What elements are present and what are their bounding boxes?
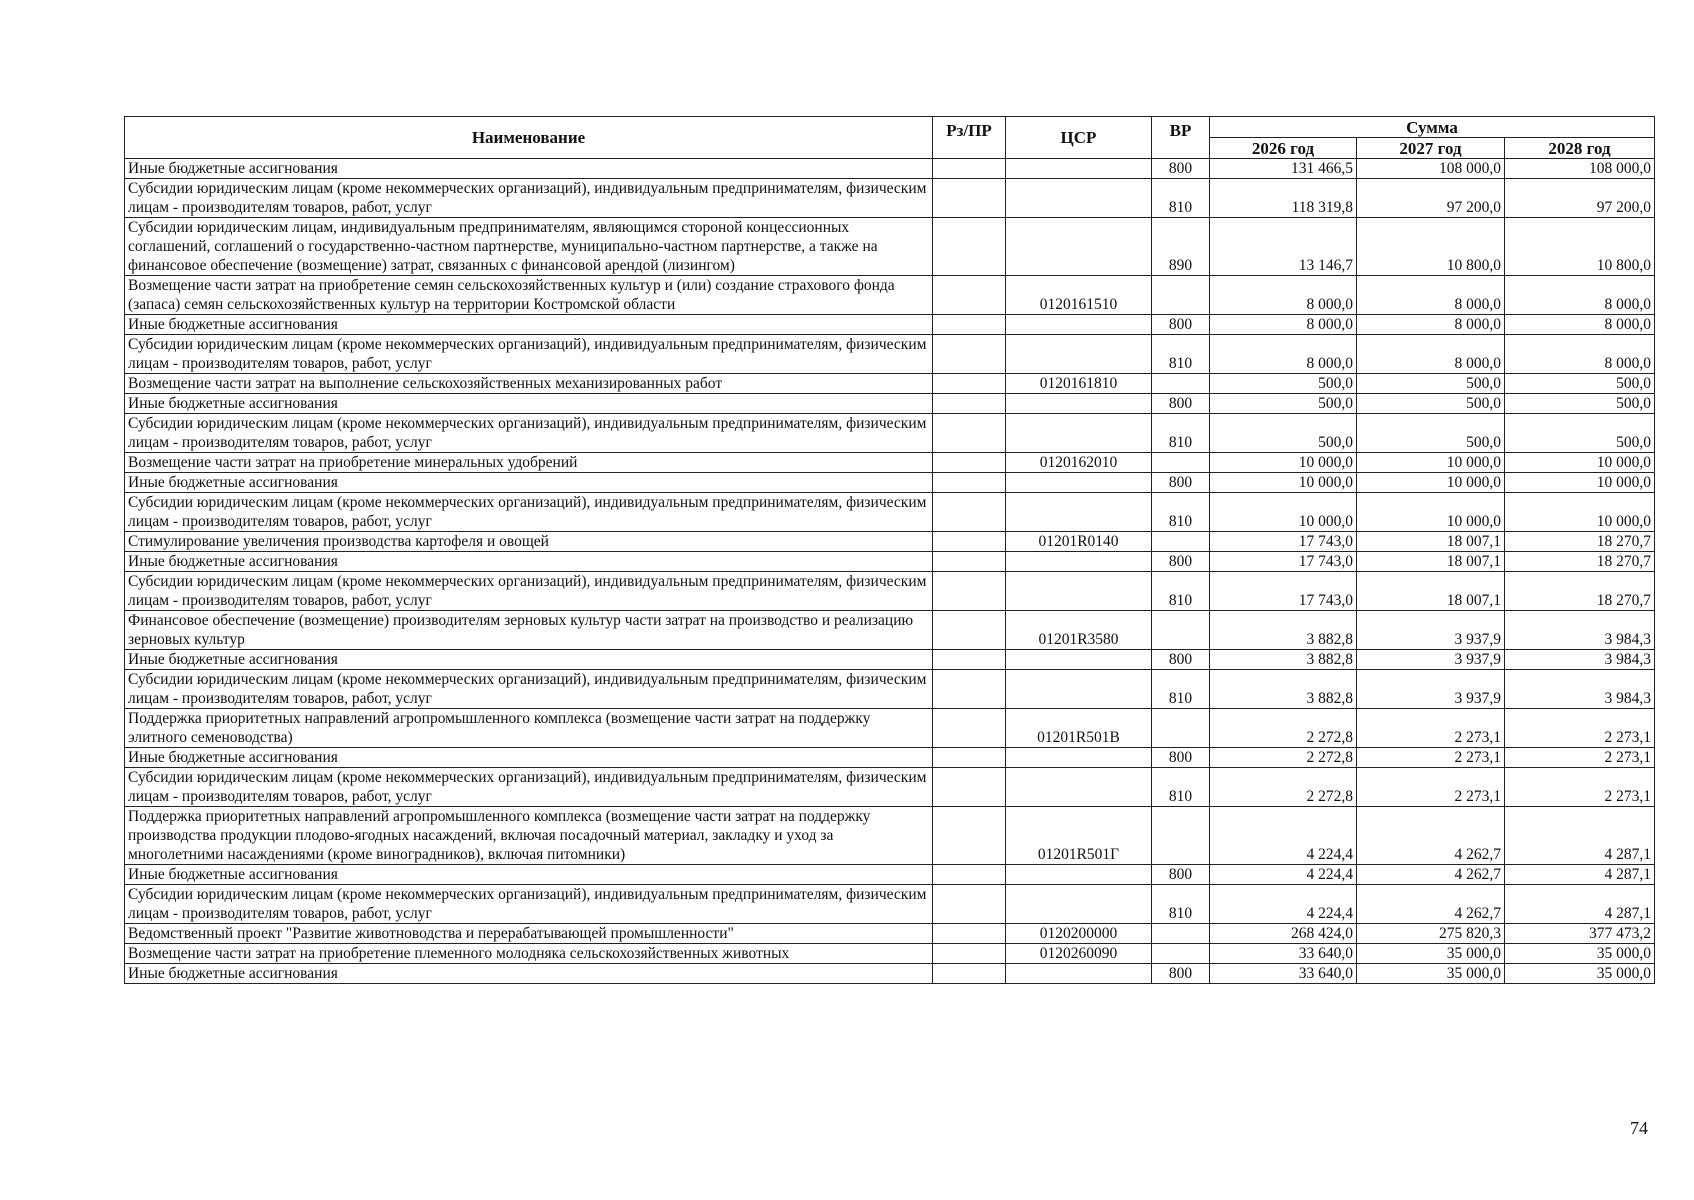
cell-2027: 3 937,9 [1357,650,1505,670]
cell-2027: 4 262,7 [1357,885,1505,924]
table-row [125,414,1655,453]
cell-2026: 131 466,5 [1210,159,1357,179]
cell-vr: 810 [1152,335,1210,374]
cell-csr [1006,670,1152,709]
cell-rz-pr [933,709,1006,748]
cell-2028: 3 984,3 [1505,650,1655,670]
cell-name: Поддержка приоритетных направлений агропромышленного комплекса (возмещение части затрат на поддержку производства продукции плодово-ягодных насаждений, включая посадочный материал, закладку и уход за многолетними насаждениями (кроме виноградников), включая питомники) [125,807,933,865]
cell-2026: 2 272,8 [1210,768,1357,807]
cell-2026: 4 224,4 [1210,885,1357,924]
cell-csr [1006,335,1152,374]
table-row [125,768,1655,807]
cell-2026: 8 000,0 [1210,335,1357,374]
cell-rz-pr [933,807,1006,865]
cell-rz-pr [933,394,1006,414]
cell-2027: 18 007,1 [1357,552,1505,572]
table-row [125,709,1655,748]
cell-2026: 10 000,0 [1210,453,1357,473]
cell-2027: 2 273,1 [1357,768,1505,807]
cell-vr [1152,276,1210,315]
cell-csr [1006,159,1152,179]
table-row [125,179,1655,218]
cell-rz-pr [933,768,1006,807]
cell-rz-pr [933,748,1006,768]
cell-csr: 01201R3580 [1006,611,1152,650]
cell-2026: 10 000,0 [1210,493,1357,532]
cell-2026: 2 272,8 [1210,748,1357,768]
cell-rz-pr [933,964,1006,984]
cell-vr: 810 [1152,572,1210,611]
cell-csr [1006,315,1152,335]
table-row [125,473,1655,493]
cell-csr [1006,493,1152,532]
cell-vr: 800 [1152,650,1210,670]
cell-name: Субсидии юридическим лицам (кроме некоммерческих организаций), индивидуальным предпринимателям, физическим лицам - производителям товаров, работ, услуг [125,414,933,453]
cell-rz-pr [933,315,1006,335]
cell-2026: 3 882,8 [1210,670,1357,709]
cell-name: Иные бюджетные ассигнования [125,473,933,493]
cell-2026: 8 000,0 [1210,315,1357,335]
cell-name: Субсидии юридическим лицам (кроме некоммерческих организаций), индивидуальным предпринимателям, физическим лицам - производителям товаров, работ, услуг [125,335,933,374]
cell-2028: 8 000,0 [1505,315,1655,335]
cell-vr: 810 [1152,670,1210,709]
table-row [125,924,1655,944]
cell-2026: 500,0 [1210,374,1357,394]
header-csr: ЦСР [1006,117,1152,159]
header-sum: Сумма [1210,117,1655,138]
cell-2027: 18 007,1 [1357,532,1505,552]
cell-rz-pr [933,374,1006,394]
cell-2028: 18 270,7 [1505,552,1655,572]
cell-vr: 800 [1152,315,1210,335]
cell-2026: 17 743,0 [1210,552,1357,572]
header-vr: ВР [1152,117,1210,159]
cell-vr: 800 [1152,394,1210,414]
cell-csr [1006,218,1152,276]
cell-vr: 890 [1152,218,1210,276]
table-row [125,611,1655,650]
cell-2028: 2 273,1 [1505,748,1655,768]
cell-2028: 500,0 [1505,374,1655,394]
cell-csr [1006,885,1152,924]
cell-2028: 35 000,0 [1505,944,1655,964]
cell-csr [1006,964,1152,984]
cell-vr: 800 [1152,552,1210,572]
header-year-2027: 2027 год [1357,138,1505,159]
cell-csr [1006,179,1152,218]
cell-name: Ведомственный проект "Развитие животноводства и перерабатывающей промышленности" [125,924,933,944]
cell-name: Субсидии юридическим лицам, индивидуальным предпринимателям, являющимся стороной концессионных соглашений, соглашений о государственно-частном партнерстве, муниципально-частном партнерстве, а также на финансовое обеспечение (возмещение) затрат, связанных с финансовой арендой (лизингом) [125,218,933,276]
cell-2028: 10 000,0 [1505,493,1655,532]
table-row [125,159,1655,179]
cell-csr: 0120200000 [1006,924,1152,944]
cell-csr [1006,768,1152,807]
cell-name: Субсидии юридическим лицам (кроме некоммерческих организаций), индивидуальным предпринимателям, физическим лицам - производителям товаров, работ, услуг [125,179,933,218]
cell-2028: 18 270,7 [1505,572,1655,611]
cell-2026: 2 272,8 [1210,709,1357,748]
header-year-2028: 2028 год [1505,138,1655,159]
cell-name: Иные бюджетные ассигнования [125,159,933,179]
cell-2026: 500,0 [1210,394,1357,414]
cell-name: Иные бюджетные ассигнования [125,748,933,768]
cell-name: Субсидии юридическим лицам (кроме некоммерческих организаций), индивидуальным предпринимателям, физическим лицам - производителям товаров, работ, услуг [125,768,933,807]
table-row [125,572,1655,611]
cell-csr [1006,748,1152,768]
cell-2028: 500,0 [1505,414,1655,453]
cell-2028: 18 270,7 [1505,532,1655,552]
cell-csr: 0120161510 [1006,276,1152,315]
cell-2027: 4 262,7 [1357,807,1505,865]
cell-rz-pr [933,572,1006,611]
cell-2027: 8 000,0 [1357,276,1505,315]
cell-2026: 17 743,0 [1210,572,1357,611]
cell-2027: 10 000,0 [1357,453,1505,473]
cell-csr: 01201R501B [1006,709,1152,748]
cell-csr [1006,572,1152,611]
cell-2026: 33 640,0 [1210,944,1357,964]
cell-vr [1152,709,1210,748]
table-row [125,964,1655,984]
cell-csr [1006,865,1152,885]
cell-2028: 3 984,3 [1505,670,1655,709]
table-row [125,218,1655,276]
cell-2028: 4 287,1 [1505,865,1655,885]
cell-2027: 2 273,1 [1357,748,1505,768]
cell-rz-pr [933,670,1006,709]
cell-2028: 2 273,1 [1505,768,1655,807]
cell-rz-pr [933,179,1006,218]
cell-2027: 97 200,0 [1357,179,1505,218]
table-body [125,159,1655,984]
cell-vr [1152,532,1210,552]
header-year-2026: 2026 год [1210,138,1357,159]
table-row [125,807,1655,865]
cell-2027: 3 937,9 [1357,611,1505,650]
cell-2026: 3 882,8 [1210,611,1357,650]
cell-2026: 268 424,0 [1210,924,1357,944]
cell-rz-pr [933,885,1006,924]
cell-name: Возмещение части затрат на выполнение сельскохозяйственных механизированных работ [125,374,933,394]
cell-rz-pr [933,611,1006,650]
cell-2027: 500,0 [1357,414,1505,453]
cell-rz-pr [933,453,1006,473]
cell-name: Иные бюджетные ассигнования [125,394,933,414]
cell-vr: 800 [1152,473,1210,493]
cell-name: Субсидии юридическим лицам (кроме некоммерческих организаций), индивидуальным предпринимателям, физическим лицам - производителям товаров, работ, услуг [125,885,933,924]
cell-2028: 8 000,0 [1505,335,1655,374]
cell-csr [1006,552,1152,572]
cell-2027: 18 007,1 [1357,572,1505,611]
cell-vr [1152,374,1210,394]
cell-2027: 500,0 [1357,394,1505,414]
cell-name: Субсидии юридическим лицам (кроме некоммерческих организаций), индивидуальным предпринимателям, физическим лицам - производителям товаров, работ, услуг [125,493,933,532]
table-row [125,276,1655,315]
header-rz-pr: Рз/ПР [933,117,1006,159]
table-row [125,315,1655,335]
budget-table [124,116,1655,984]
cell-2027: 8 000,0 [1357,315,1505,335]
cell-vr: 800 [1152,159,1210,179]
cell-2028: 10 000,0 [1505,473,1655,493]
cell-2026: 10 000,0 [1210,473,1357,493]
cell-2027: 8 000,0 [1357,335,1505,374]
cell-vr: 810 [1152,885,1210,924]
cell-2028: 2 273,1 [1505,709,1655,748]
cell-vr: 800 [1152,865,1210,885]
table-row [125,748,1655,768]
cell-name: Возмещение части затрат на приобретение семян сельскохозяйственных культур и (или) создание страхового фонда (запаса) семян сельскохозяйственных культур на территории Костромской области [125,276,933,315]
cell-2027: 10 000,0 [1357,473,1505,493]
cell-name: Иные бюджетные ассигнования [125,865,933,885]
table-row [125,944,1655,964]
cell-rz-pr [933,276,1006,315]
cell-2026: 4 224,4 [1210,807,1357,865]
cell-csr: 01201R0140 [1006,532,1152,552]
cell-2027: 275 820,3 [1357,924,1505,944]
table-row [125,532,1655,552]
cell-name: Финансовое обеспечение (возмещение) производителям зерновых культур части затрат на производство и реализацию зерновых культур [125,611,933,650]
cell-csr: 0120162010 [1006,453,1152,473]
cell-2028: 97 200,0 [1505,179,1655,218]
cell-2027: 35 000,0 [1357,964,1505,984]
cell-name: Иные бюджетные ассигнования [125,552,933,572]
cell-rz-pr [933,159,1006,179]
table-row [125,374,1655,394]
cell-vr [1152,944,1210,964]
cell-csr: 0120260090 [1006,944,1152,964]
cell-vr [1152,924,1210,944]
cell-2027: 3 937,9 [1357,670,1505,709]
cell-csr [1006,414,1152,453]
cell-csr: 0120161810 [1006,374,1152,394]
table-header [125,117,1655,159]
table-row [125,552,1655,572]
cell-2026: 3 882,8 [1210,650,1357,670]
cell-2027: 500,0 [1357,374,1505,394]
cell-2026: 118 319,8 [1210,179,1357,218]
cell-name: Иные бюджетные ассигнования [125,964,933,984]
cell-rz-pr [933,865,1006,885]
cell-2028: 35 000,0 [1505,964,1655,984]
cell-vr: 810 [1152,179,1210,218]
cell-rz-pr [933,335,1006,374]
cell-2028: 377 473,2 [1505,924,1655,944]
cell-2026: 17 743,0 [1210,532,1357,552]
cell-rz-pr [933,924,1006,944]
cell-2026: 8 000,0 [1210,276,1357,315]
cell-2027: 108 000,0 [1357,159,1505,179]
cell-2028: 10 800,0 [1505,218,1655,276]
cell-rz-pr [933,493,1006,532]
cell-vr: 810 [1152,493,1210,532]
cell-rz-pr [933,414,1006,453]
cell-name: Субсидии юридическим лицам (кроме некоммерческих организаций), индивидуальным предпринимателям, физическим лицам - производителям товаров, работ, услуг [125,670,933,709]
cell-vr [1152,807,1210,865]
cell-vr [1152,611,1210,650]
cell-name: Поддержка приоритетных направлений агропромышленного комплекса (возмещение части затрат на поддержку элитного семеноводства) [125,709,933,748]
cell-vr: 800 [1152,748,1210,768]
cell-2028: 3 984,3 [1505,611,1655,650]
cell-rz-pr [933,552,1006,572]
cell-2028: 8 000,0 [1505,276,1655,315]
page-number: 74 [1630,1118,1648,1138]
table-row [125,394,1655,414]
cell-csr [1006,473,1152,493]
header-name: Наименование [125,117,933,159]
cell-name: Иные бюджетные ассигнования [125,650,933,670]
cell-2028: 4 287,1 [1505,807,1655,865]
cell-rz-pr [933,944,1006,964]
cell-vr: 800 [1152,964,1210,984]
cell-rz-pr [933,650,1006,670]
table-row [125,453,1655,473]
cell-rz-pr [933,218,1006,276]
table-row [125,335,1655,374]
table-row [125,865,1655,885]
cell-2027: 10 800,0 [1357,218,1505,276]
cell-name: Стимулирование увеличения производства картофеля и овощей [125,532,933,552]
cell-csr [1006,394,1152,414]
cell-2027: 10 000,0 [1357,493,1505,532]
cell-2028: 500,0 [1505,394,1655,414]
cell-2027: 4 262,7 [1357,865,1505,885]
cell-rz-pr [933,532,1006,552]
table-row [125,650,1655,670]
cell-2026: 500,0 [1210,414,1357,453]
cell-2028: 108 000,0 [1505,159,1655,179]
cell-csr: 01201R501Г [1006,807,1152,865]
cell-2028: 4 287,1 [1505,885,1655,924]
cell-name: Иные бюджетные ассигнования [125,315,933,335]
cell-2026: 4 224,4 [1210,865,1357,885]
cell-vr: 810 [1152,414,1210,453]
cell-vr [1152,453,1210,473]
cell-csr [1006,650,1152,670]
table-row [125,885,1655,924]
cell-2026: 33 640,0 [1210,964,1357,984]
cell-name: Возмещение части затрат на приобретение минеральных удобрений [125,453,933,473]
cell-2028: 10 000,0 [1505,453,1655,473]
cell-name: Возмещение части затрат на приобретение племенного молодняка сельскохозяйственных животных [125,944,933,964]
cell-vr: 810 [1152,768,1210,807]
table-row [125,493,1655,532]
cell-2026: 13 146,7 [1210,218,1357,276]
cell-2027: 35 000,0 [1357,944,1505,964]
cell-2027: 2 273,1 [1357,709,1505,748]
cell-rz-pr [933,473,1006,493]
cell-name: Субсидии юридическим лицам (кроме некоммерческих организаций), индивидуальным предпринимателям, физическим лицам - производителям товаров, работ, услуг [125,572,933,611]
table-row [125,670,1655,709]
